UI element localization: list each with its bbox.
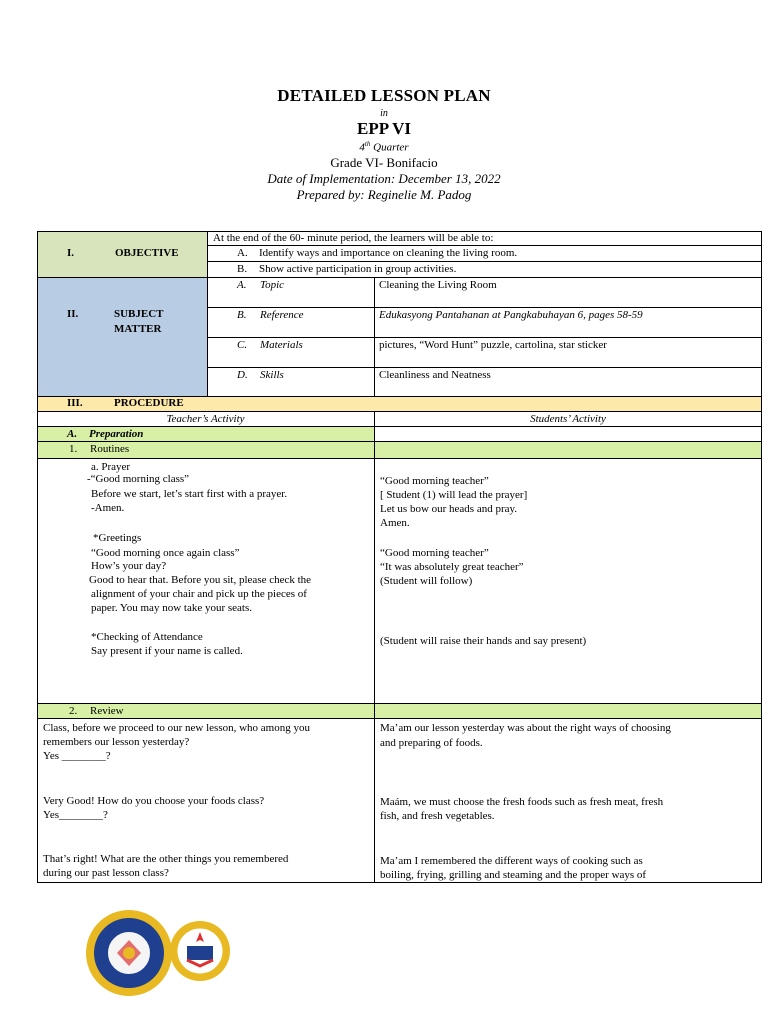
topic-value: Cleaning the Living Room	[379, 279, 497, 291]
teacher-line: -“Good morning class”	[87, 473, 190, 485]
university-seal-logo	[84, 908, 174, 998]
preparation-label: Preparation	[89, 428, 144, 440]
objective-b-letter: B.	[237, 263, 248, 275]
quarter-num: 4	[359, 141, 365, 154]
teacher-line: How’s your day?	[91, 560, 167, 572]
table-border-left	[37, 231, 38, 883]
review-teacher-line: remembers our lesson yesterday?	[43, 736, 190, 748]
review-student-line: Ma’am I remembered the different ways of cooking such as	[380, 855, 643, 867]
reference-letter: B.	[237, 309, 247, 321]
topic-letter: A.	[237, 279, 247, 291]
doc-quarter	[0, 140, 768, 154]
teacher-activity-head: Teacher’s Activity	[166, 413, 245, 425]
review-label: Review	[90, 705, 124, 717]
teacher-line: a. Prayer	[91, 461, 131, 473]
subject-label-1: SUBJECT	[114, 308, 164, 320]
row-line	[37, 441, 762, 442]
teacher-line: Say present if your name is called.	[91, 645, 243, 657]
materials-key: Materials	[260, 339, 303, 351]
routines-label: Routines	[90, 443, 130, 455]
reference-key: Reference	[260, 309, 304, 321]
objective-b-text: Show active participation in group activities.	[259, 263, 457, 275]
teacher-line: “Good morning once again class”	[91, 547, 240, 559]
student-line: (Student will raise their hands and say present)	[380, 635, 587, 647]
section-divider	[207, 231, 208, 396]
topic-key: Topic	[260, 279, 285, 291]
doc-subject: EPP VI	[356, 119, 411, 138]
doc-date: Date of Implementation: December 13, 2022	[267, 171, 501, 186]
row-line	[37, 718, 762, 719]
teacher-line: alignment of your chair and pick up the pieces of	[91, 588, 307, 600]
teacher-line: Good to hear that. Before you sit, please check the	[89, 574, 312, 586]
lesson-plan-table	[37, 231, 762, 883]
row-line	[37, 703, 762, 704]
review-teacher-line: Class, before we proceed to our new lesson, who among you	[43, 722, 310, 734]
procedure-num: III.	[67, 397, 83, 409]
student-line: Amen.	[380, 517, 410, 529]
subject-cell-fill	[37, 277, 207, 396]
review-student-line: boiling, frying, grilling and steaming and the proper ways of	[380, 869, 647, 881]
row-line	[37, 458, 762, 459]
materials-letter: C.	[237, 339, 248, 351]
preparation-letter: A.	[67, 428, 78, 440]
review-teacher-line: That’s right! What are the other things you remembered	[43, 853, 289, 865]
preparation-row-fill	[37, 426, 374, 441]
table-border-bottom	[37, 882, 762, 883]
teacher-line: *Greetings	[93, 532, 142, 544]
student-line: “Good morning teacher”	[380, 475, 489, 487]
routines-row-fill	[37, 441, 762, 458]
quarter-word: Quarter	[370, 141, 409, 154]
skills-value: Cleanliness and Neatness	[379, 369, 491, 381]
teacher-line: Before we start, let’s start first with a prayer.	[91, 488, 288, 500]
college-seal-logo	[167, 918, 233, 984]
student-line: [ Student (1) will lead the prayer]	[380, 489, 528, 501]
teacher-line: -Amen.	[91, 502, 125, 514]
review-student-line: Ma’am our lesson yesterday was about the right ways of choosing	[380, 722, 671, 734]
review-teacher-line: during our past lesson class?	[43, 867, 169, 879]
objective-intro: At the end of the 60- minute period, the learners will be able to:	[213, 232, 494, 244]
teacher-line: *Checking of Attendance	[91, 631, 203, 643]
objective-a-letter: A.	[237, 247, 248, 259]
skills-key: Skills	[260, 369, 284, 381]
review-teacher-line: Yes________?	[43, 809, 108, 821]
doc-in: in	[380, 108, 388, 119]
teacher-line: paper. You may now take your seats.	[91, 602, 253, 614]
review-teacher-line: Yes ________?	[43, 750, 111, 762]
review-teacher-line: Very Good! How do you choose your foods class?	[43, 795, 265, 807]
review-student-line: and preparing of foods.	[380, 737, 483, 749]
doc-grade: Grade VI- Bonifacio	[330, 155, 438, 170]
procedure-label: PROCEDURE	[114, 397, 184, 409]
review-num: 2.	[69, 705, 78, 717]
doc-prepared: Prepared by: Reginelie M. Padog	[296, 187, 472, 202]
student-line: “Good morning teacher”	[380, 547, 489, 559]
objective-num: I.	[67, 247, 75, 259]
review-student-line: Maám, we must choose the fresh foods such as fresh meat, fresh	[380, 796, 664, 808]
objective-a-text: Identify ways and importance on cleaning the living room.	[259, 247, 518, 259]
review-row-fill	[37, 703, 762, 718]
student-line: Let us bow our heads and pray.	[380, 503, 518, 515]
skills-letter: D.	[237, 369, 248, 381]
routines-num: 1.	[69, 443, 78, 455]
reference-value: Edukasyong Pantahanan at Pangkabuhayan 6, pages 58-59	[379, 309, 643, 321]
row-line	[37, 426, 762, 427]
quarter-sup: th	[364, 140, 371, 148]
activity-col-divider	[374, 411, 375, 882]
subject-num: II.	[67, 308, 79, 320]
objective-label: OBJECTIVE	[115, 247, 179, 259]
student-line: “It was absolutely great teacher”	[380, 561, 524, 573]
subject-label-2: MATTER	[114, 323, 162, 335]
doc-title: DETAILED LESSON PLAN	[277, 86, 491, 105]
table-border-right	[761, 231, 762, 883]
student-activity-head: Students’ Activity	[530, 413, 606, 425]
materials-value: pictures, “Word Hunt” puzzle, cartolina, star sticker	[379, 339, 607, 351]
review-student-line: fish, and fresh vegetables.	[380, 810, 495, 822]
student-line: (Student will follow)	[380, 575, 473, 587]
